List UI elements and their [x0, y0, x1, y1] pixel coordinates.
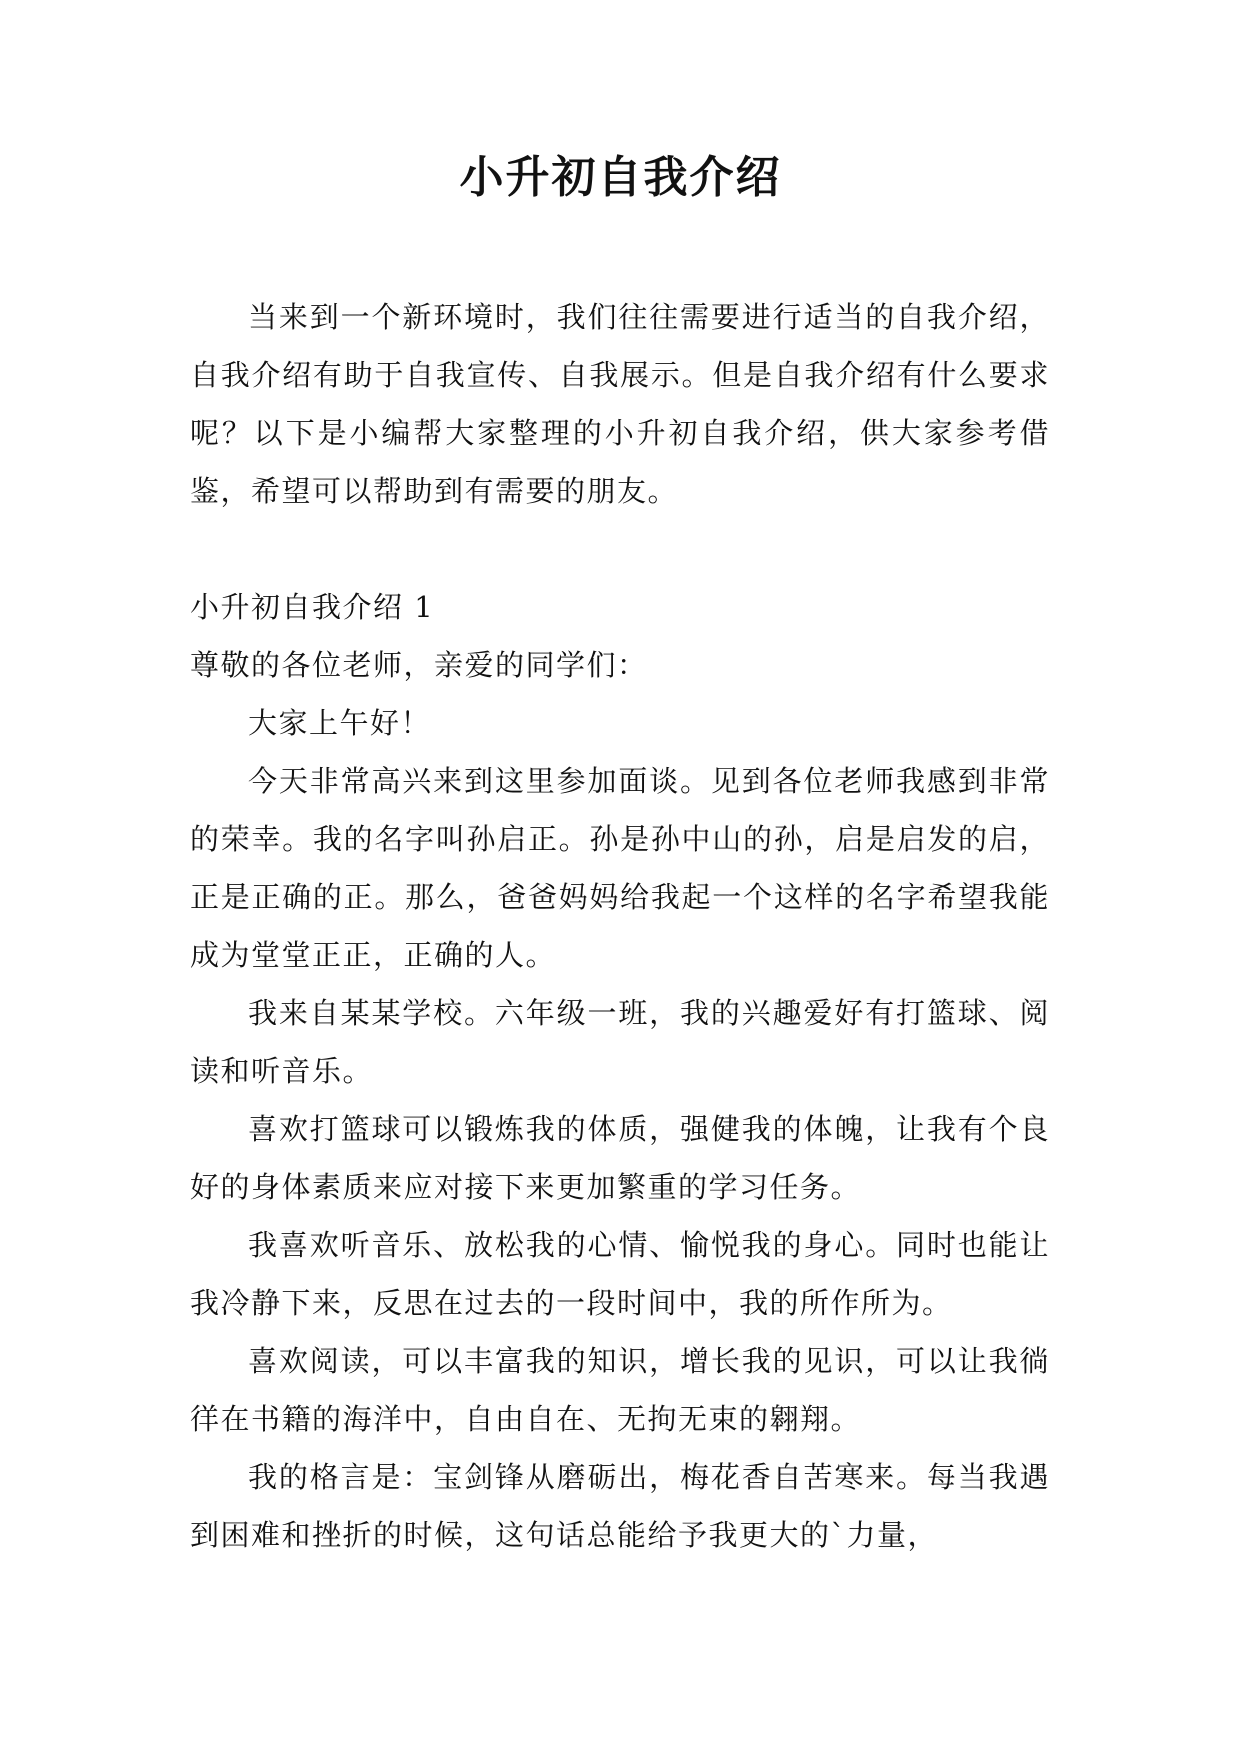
- section-1: [190, 578, 1050, 1564]
- document-title: 小升初自我介绍: [459, 152, 782, 203]
- section-heading: 小升初自我介绍 1: [190, 590, 435, 624]
- paragraph-basketball: 喜欢打篮球可以锻炼我的体质，强健我的体魄，让我有个良好的身体素质来应对接下来更加繁重的学习任务。: [190, 1112, 1050, 1204]
- paragraph-greeting: 大家上午好！: [248, 706, 432, 740]
- paragraph-school: 我来自某某学校。六年级一班，我的兴趣爱好有打篮球、阅读和听音乐。: [190, 996, 1050, 1088]
- salutation: 尊敬的各位老师，亲爱的同学们：: [190, 648, 648, 682]
- paragraph-motto: 我的格言是：宝剑锋从磨砺出，梅花香自苦寒来。每当我遇到困难和挫折的时候，这句话总能给予我更大的`力量，: [190, 1460, 1050, 1552]
- paragraph-reading: 喜欢阅读，可以丰富我的知识，增长我的见识，可以让我徜徉在书籍的海洋中，自由自在、无拘无束的翱翔。: [190, 1344, 1050, 1436]
- paragraph-music: 我喜欢听音乐、放松我的心情、愉悦我的身心。同时也能让我冷静下来，反思在过去的一段时间中，我的所作所为。: [190, 1228, 1050, 1320]
- paragraph-name: 今天非常高兴来到这里参加面谈。见到各位老师我感到非常的荣幸。我的名字叫孙启正。孙是孙中山的孙，启是启发的启，正是正确的正。那么，爸爸妈妈给我起一个这样的名字希望我能成为堂堂正正，正确的人。: [190, 764, 1050, 972]
- intro-paragraph: 当来到一个新环境时，我们往往需要进行适当的自我介绍，自我介绍有助于自我宣传、自我展示。但是自我介绍有什么要求呢？以下是小编帮大家整理的小升初自我介绍，供大家参考借鉴，希望可以帮助到有需要的朋友。: [190, 300, 1050, 508]
